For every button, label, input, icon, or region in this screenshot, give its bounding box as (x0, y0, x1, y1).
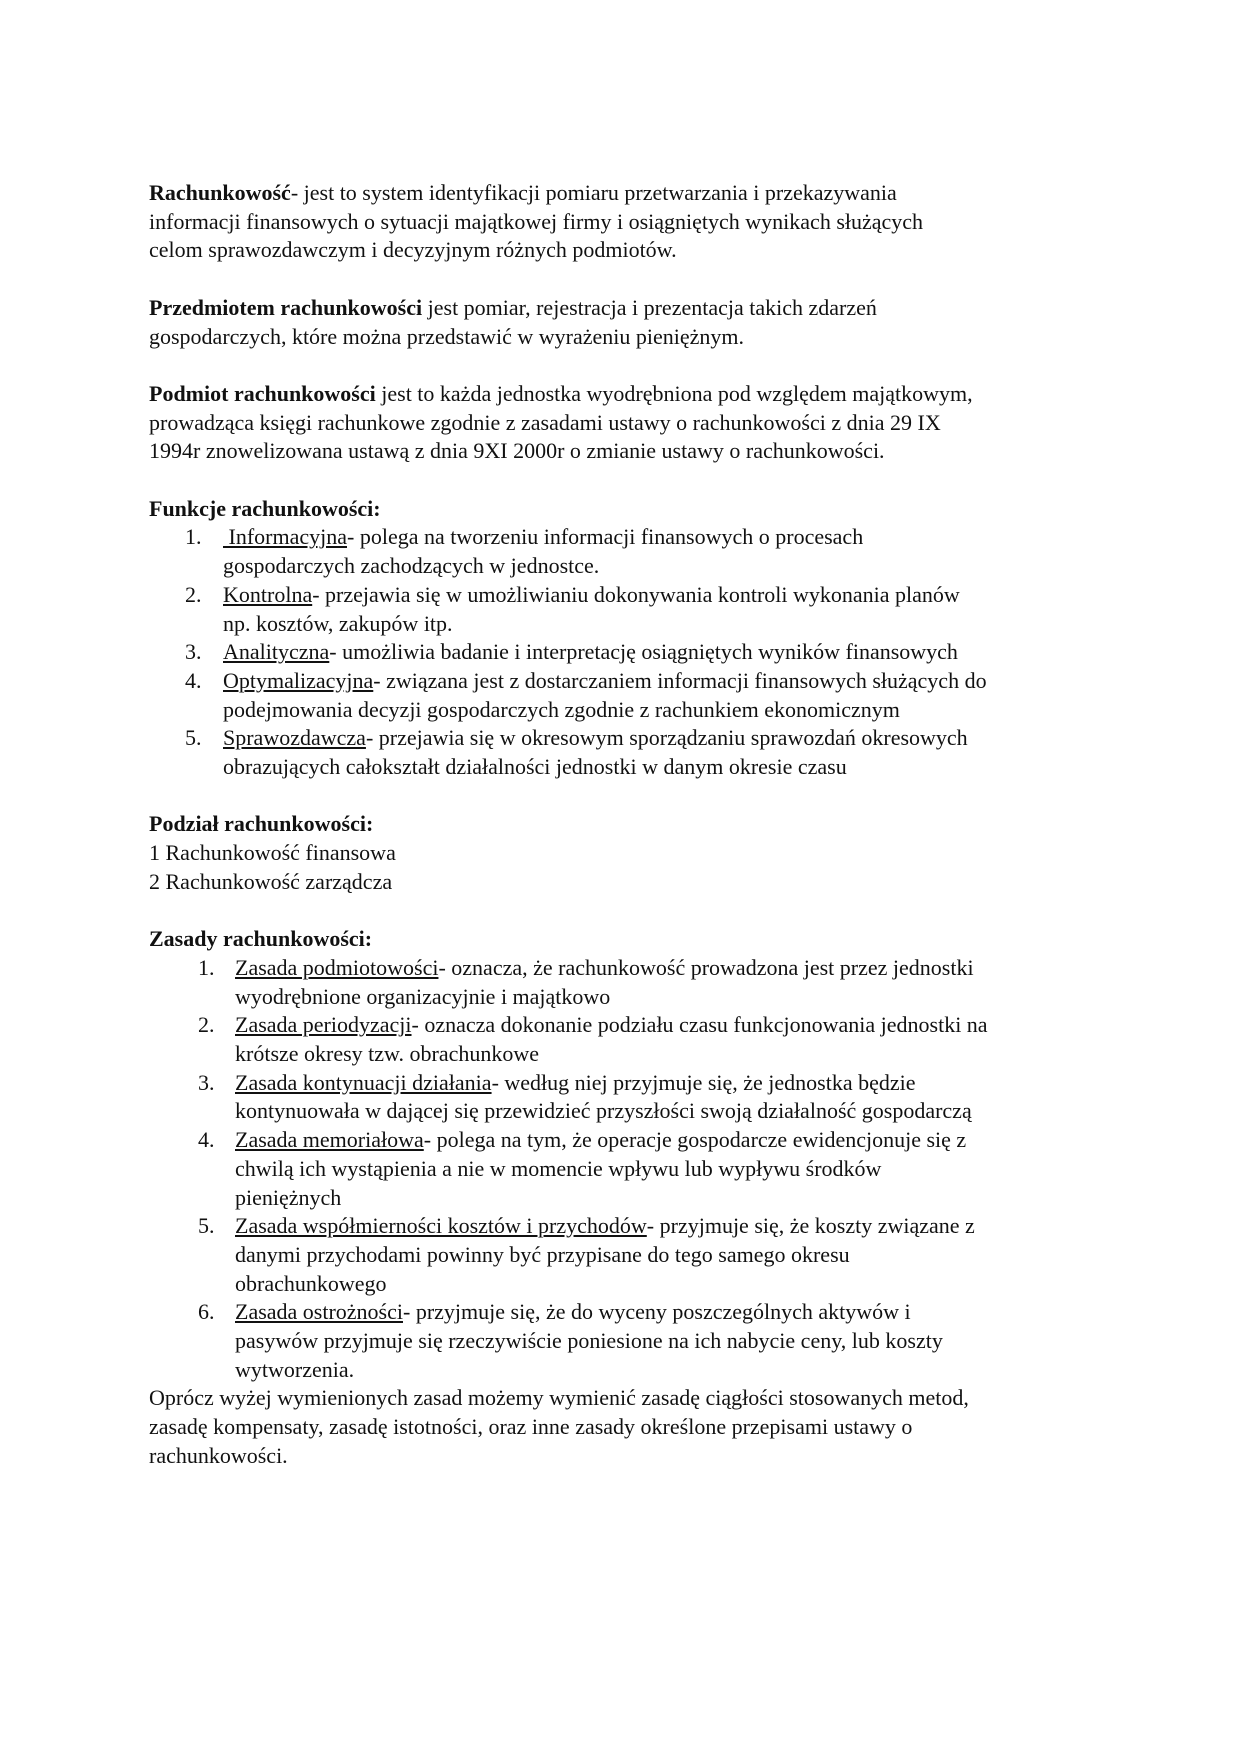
list-item-line (235, 1183, 341, 1212)
list-number: 5. (198, 1213, 215, 1239)
list-item-line (235, 1039, 539, 1068)
list-item-line (198, 953, 974, 982)
list-item-line (235, 1154, 881, 1183)
list-number: 6. (198, 1299, 215, 1325)
text-segment: np. kosztów, zakupów itp. (223, 610, 453, 636)
text-segment: 1994r znowelizowana ustawą z dnia 9XI 2000r o zmianie ustawy o rachunkowości. (149, 438, 885, 464)
list-number: 1. (198, 954, 215, 980)
list-number: 2. (185, 581, 202, 607)
underlined-term: Sprawozdawcza (223, 725, 366, 751)
bold-term: Funkcje rachunkowości: (149, 495, 381, 521)
list-item-line (198, 1211, 975, 1240)
list-number: 5. (185, 725, 202, 751)
underlined-term: Optymalizacyjna (223, 667, 374, 693)
text-segment: - umożliwia badanie i interpretację osiągniętych wyników finansowych (329, 639, 958, 665)
text-segment: 1 Rachunkowość finansowa (149, 840, 396, 866)
text-segment: - przyjmuje się, że koszty związane z (646, 1213, 975, 1239)
underlined-term: Kontrolna (223, 581, 313, 607)
list-item-line (235, 1269, 387, 1298)
bold-term: Podział rachunkowości: (149, 811, 374, 837)
list-item-line (223, 752, 847, 781)
text-line (149, 1441, 288, 1470)
section-heading (149, 494, 381, 523)
text-segment: wytworzenia. (235, 1356, 355, 1382)
text-line (149, 379, 973, 408)
text-segment: - polega na tym, że operacje gospodarcze ewidencjonuje się z (423, 1127, 967, 1153)
text-segment: gospodarczych, które można przedstawić w wyrażeniu pieniężnym. (149, 323, 744, 349)
text-segment: - jest to system identyfikacji pomiaru przetwarzania i przekazywania (290, 180, 897, 205)
list-item-line (185, 522, 864, 551)
text-segment: prowadząca księgi rachunkowe zgodnie z zasadami ustawy o rachunkowości z dnia 29 IX (149, 409, 941, 435)
text-segment: krótsze okresy tzw. obrachunkowe (235, 1041, 540, 1066)
underlined-term: Zasada periodyzacji (235, 1012, 412, 1038)
underlined-term: Zasada współmierności kosztów i przychodów (235, 1213, 647, 1239)
list-number: 3. (185, 639, 202, 665)
text-segment: Oprócz wyżej wymienionych zasad możemy wymienić zasadę ciągłości stosowanych metod, (149, 1385, 969, 1411)
text-line (149, 235, 677, 264)
text-segment: chwilą ich wystąpienia a nie w momencie wpływu lub wypływu środków (235, 1155, 882, 1181)
list-number: 4. (198, 1127, 215, 1153)
bold-term: Zasady rachunkowości: (149, 926, 373, 952)
bold-term: Przedmiotem rachunkowości (149, 294, 423, 320)
text-segment: obrazujących całokształt działalności jednostki w danym okresie czasu (223, 754, 847, 779)
text-segment: jest pomiar, rejestracja i prezentacja takich zdarzeń (422, 294, 877, 320)
text-segment: - związana jest z dostarczaniem informacji finansowych służących do (373, 667, 987, 693)
text-line (149, 322, 744, 351)
list-number: 3. (198, 1069, 215, 1095)
text-line (149, 436, 885, 465)
list-number: 4. (185, 667, 202, 693)
list-item-line (235, 982, 610, 1011)
list-number: 1. (185, 524, 202, 550)
list-item-line (235, 1240, 850, 1269)
text-segment: - przejawia się w okresowym sporządzaniu sprawozdań okresowych (365, 725, 968, 751)
list-item-line (198, 1125, 967, 1154)
text-segment: - przejawia się w umożliwianiu dokonywania kontroli wykonania planów (312, 581, 960, 607)
text-segment: informacji finansowych o sytuacji majątkowej firmy i osiągniętych wynikach służących (149, 208, 924, 234)
underlined-term: Zasada podmiotowości (235, 954, 439, 980)
text-segment: rachunkowości. (149, 1442, 288, 1468)
text-line (149, 1383, 969, 1412)
list-item-line (185, 637, 958, 666)
text-line (149, 1412, 912, 1441)
text-segment: kontynuowała w dającej się przewidzieć przyszłości swoją działalność gospodarczą (235, 1098, 972, 1124)
list-item-line (185, 723, 968, 752)
text-segment: - polega na tworzeniu informacji finansowych o procesach (347, 524, 864, 550)
list-item-line (198, 1010, 988, 1039)
text-segment: - przyjmuje się, że do wyceny poszczególnych aktywów i (403, 1299, 911, 1325)
text-segment: wyodrębnione organizacyjnie i majątkowo (235, 983, 611, 1009)
text-segment: pasywów przyjmuje się rzeczywiście poniesione na ich nabycie ceny, lub koszty (235, 1328, 943, 1353)
text-segment: celom sprawozdawczym i decyzyjnym różnych podmiotów. (149, 237, 677, 263)
text-segment: - oznacza, że rachunkowość prowadzona jest przez jednostki (438, 954, 974, 980)
list-item-line (223, 609, 453, 638)
bold-term: Rachunkowość (149, 180, 291, 205)
list-item-line (223, 695, 900, 724)
section-heading (149, 809, 373, 838)
list-number: 2. (198, 1012, 215, 1038)
text-segment: danymi przychodami powinny być przypisane do tego samego okresu (235, 1241, 850, 1267)
text-line (149, 867, 392, 896)
list-item-line (235, 1326, 943, 1355)
text-segment: gospodarczych zachodzących w jednostce. (223, 553, 600, 579)
underlined-term: Zasada kontynuacji działania (235, 1069, 492, 1095)
text-segment: obrachunkowego (235, 1270, 387, 1296)
text-line (149, 207, 923, 236)
text-segment: zasadę kompensaty, zasadę istotności, oraz inne zasady określone przepisami ustawy o (149, 1414, 913, 1440)
underlined-term: Informacyjna (223, 524, 347, 550)
text-line (149, 293, 877, 322)
section-heading (149, 924, 372, 953)
underlined-term: Analityczna (223, 639, 330, 665)
text-line (149, 838, 396, 867)
text-segment: 2 Rachunkowość zarządcza (149, 868, 393, 894)
text-segment: - według niej przyjmuje się, że jednostka będzie (491, 1069, 916, 1095)
text-line (149, 408, 941, 437)
list-item-line (235, 1355, 354, 1384)
text-segment: podejmowania decyzji gospodarczych zgodnie z rachunkiem ekonomicznym (223, 696, 900, 722)
list-item-line (198, 1297, 911, 1326)
text-segment: pieniężnych (235, 1184, 342, 1210)
list-item-line (185, 666, 987, 695)
list-item-line (185, 580, 960, 609)
underlined-term: Zasada ostrożności (235, 1299, 403, 1325)
text-line (149, 178, 897, 207)
list-item-line (198, 1068, 916, 1097)
text-segment: - oznacza dokonanie podziału czasu funkcjonowania jednostki na (411, 1012, 988, 1038)
underlined-term: Zasada memoriałowa (235, 1127, 424, 1153)
list-item-line (223, 551, 599, 580)
text-segment: jest to każda jednostka wyodrębniona pod względem majątkowym, (375, 380, 973, 406)
bold-term: Podmiot rachunkowości (149, 380, 376, 406)
list-item-line (235, 1096, 972, 1125)
